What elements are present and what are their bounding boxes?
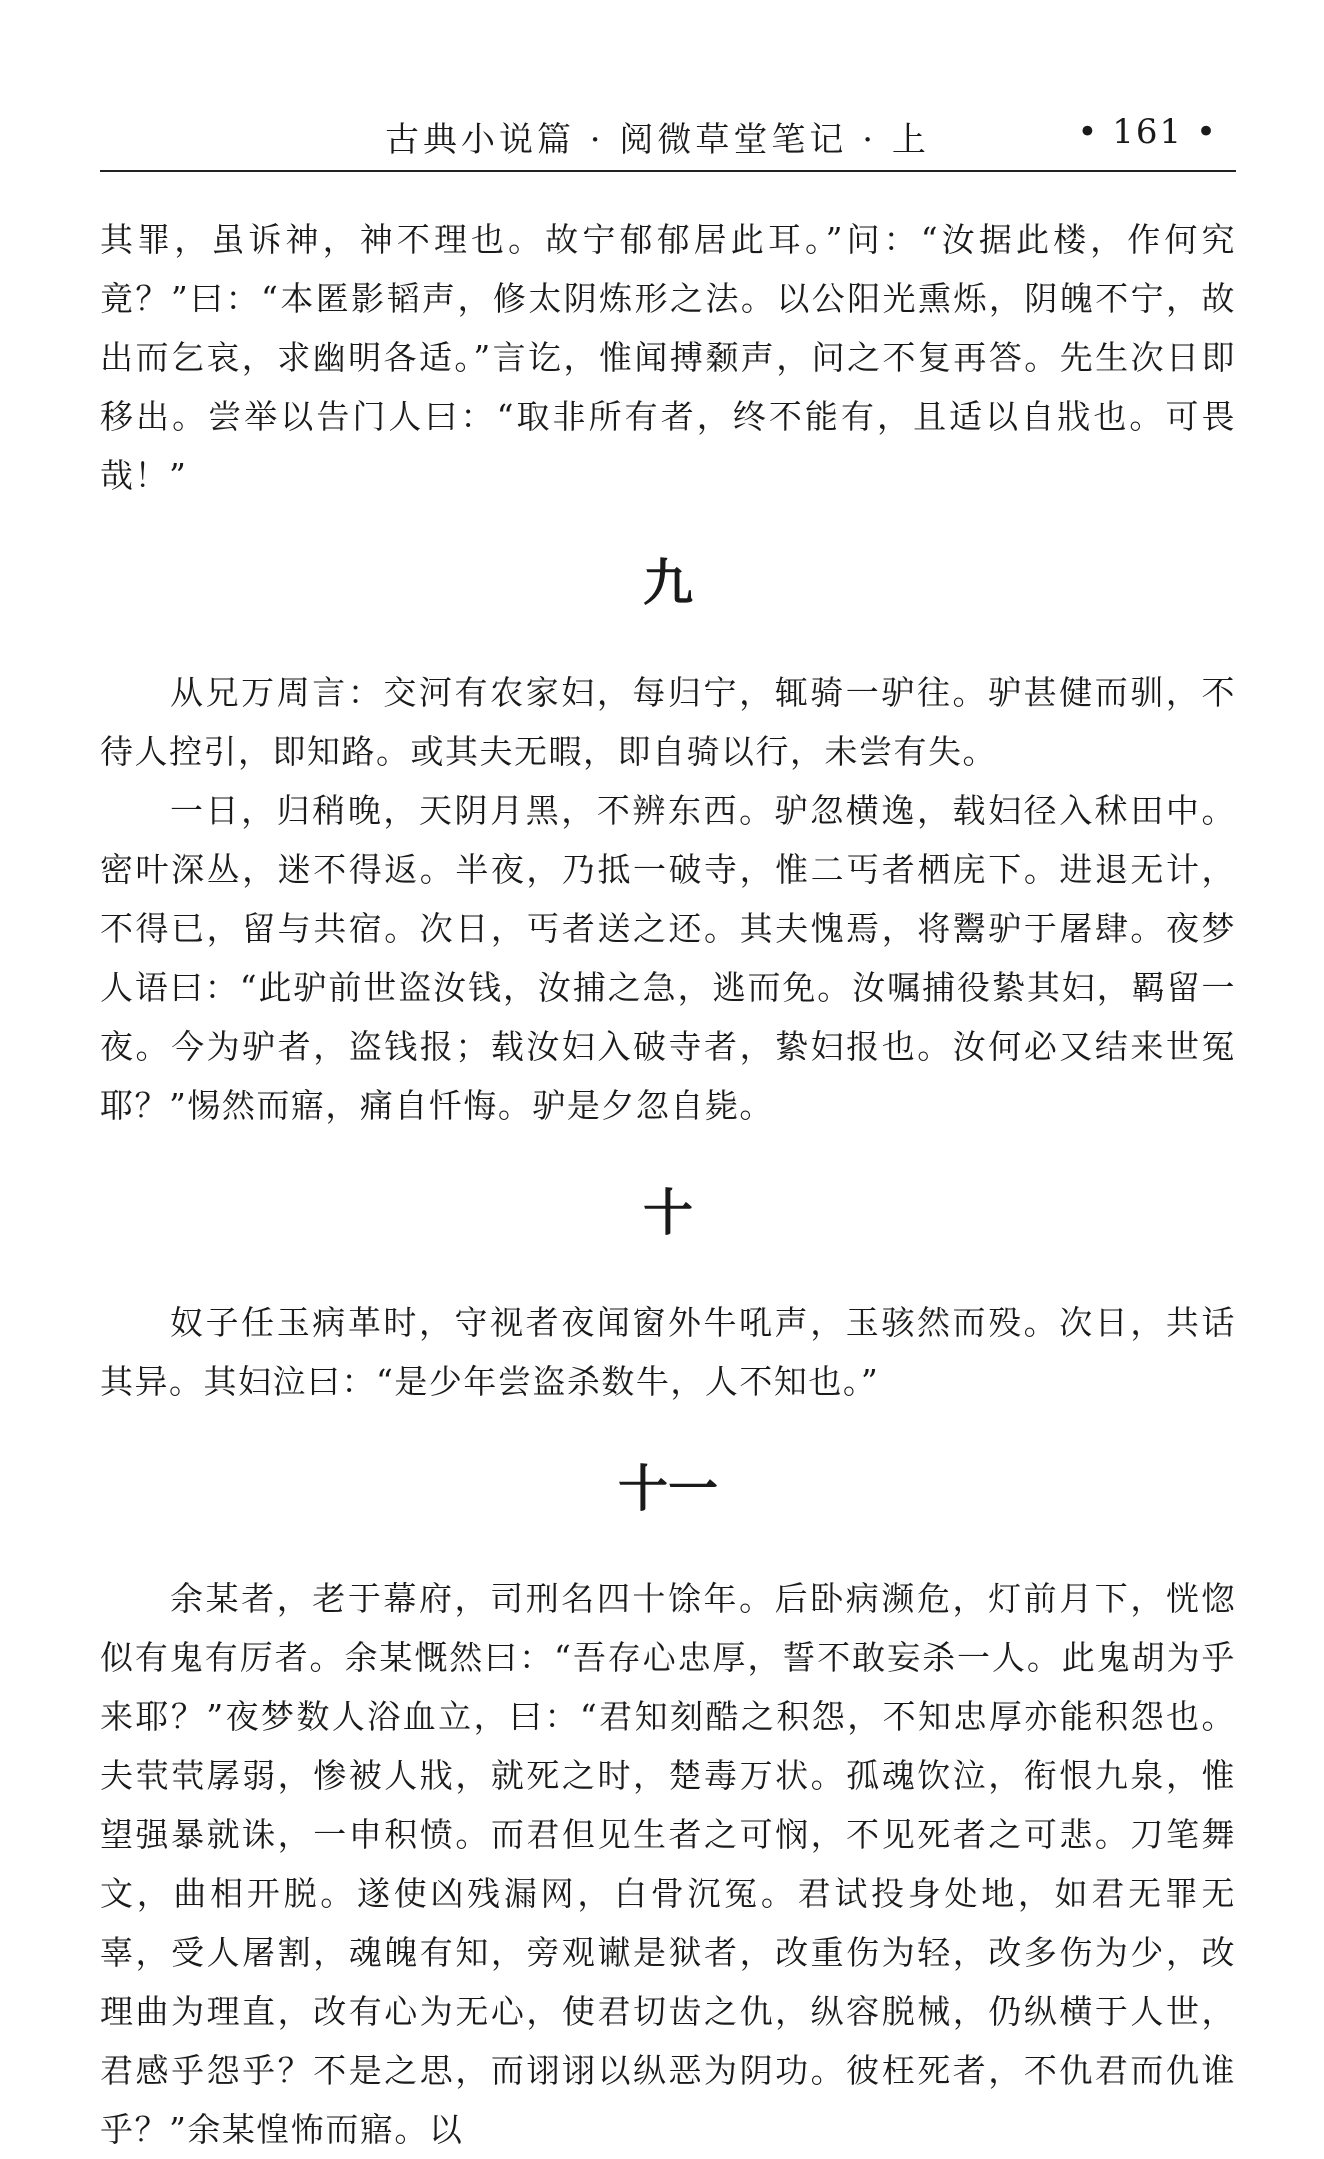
page-body [100,210,1236,2159]
page-number: • 161 • [1077,112,1218,152]
running-head-title: 古典小说篇 · 阅微草堂笔记 · 上 [385,120,930,160]
paragraph: 一日，归稍晚，天阴月黑，不辨东西。驴忽横逸，载妇径入秫田中。密叶深丛，迷不得返。半夜，乃抵一破寺，惟二丐者栖庑下。进退无计，不得已，留与共宿。次日，丐者送之还。其夫愧焉，将鬻驴于屠肆。夜梦人语曰：“此驴前世盗汝钱，汝捕之急，逃而免。汝嘱捕役絷其妇，羁留一夜。今为驴者，盗钱报；载汝妇入破寺者，絷妇报也。汝何必又结来世冤耶？”惕然而寤，痛自忏悔。驴是夕忽自毙。 [100,791,1236,1125]
spacer [100,1243,1236,1293]
spacer [100,505,1236,553]
section-heading-10: 十 [643,1183,693,1242]
spacer [100,1411,1236,1459]
page-header [100,104,1236,172]
paragraph-continuation: 其罪，虽诉神，神不理也。故宁郁郁居此耳。”问：“汝据此楼，作何究竟？”曰：“本匿影韬声，修太阴炼形之法。以公阳光熏烁，阴魄不宁，故出而乞哀，求幽明各适。”言讫，惟闻搏颡声，问之不复再答。先生次日即移出。尝举以告门人曰：“取非所有者，终不能有，且适以自戕也。可畏哉！” [100,220,1236,495]
paragraph: 余某者，老于幕府，司刑名四十馀年。后卧病濒危，灯前月下，恍惚似有鬼有厉者。余某慨然曰：“吾存心忠厚，誓不敢妄杀一人。此鬼胡为乎来耶？”夜梦数人浴血立，曰：“君知刻酷之积怨，不知忠厚亦能积怨也。夫茕茕孱弱，惨被人戕，就死之时，楚毒万状。孤魂饮泣，衔恨九泉，惟望强暴就诛，一申积愤。而君但见生者之可悯，不见死者之可悲。刀笔舞文，曲相开脱。遂使凶残漏网，白骨沉冤。君试投身处地，如君无罪无辜，受人屠割，魂魄有知，旁观谳是狱者，改重伤为轻，改多伤为少，改理曲为理直，改有心为无心，使君切齿之仇，纵容脱械，仍纵横于人世，君感乎怨乎？不是之思，而诩诩以纵恶为阴功。彼枉死者，不仇君而仇谁乎？”余某惶怖而寤。以 [100,1579,1236,2149]
paragraph: 从兄万周言：交河有农家妇，每归宁，辄骑一驴往。驴甚健而驯，不待人控引，即知路。或其夫无暇，即自骑以行，未尝有失。 [100,673,1236,771]
section-heading-9: 九 [643,553,693,612]
spacer [100,1519,1236,1569]
paragraph: 奴子任玉病革时，守视者夜闻窗外牛吼声，玉骇然而殁。次日，共话其异。其妇泣曰：“是少年尝盗杀数牛，人不知也。” [100,1303,1236,1401]
spacer [100,1135,1236,1183]
section-heading-11: 十一 [618,1459,718,1518]
spacer [100,613,1236,663]
